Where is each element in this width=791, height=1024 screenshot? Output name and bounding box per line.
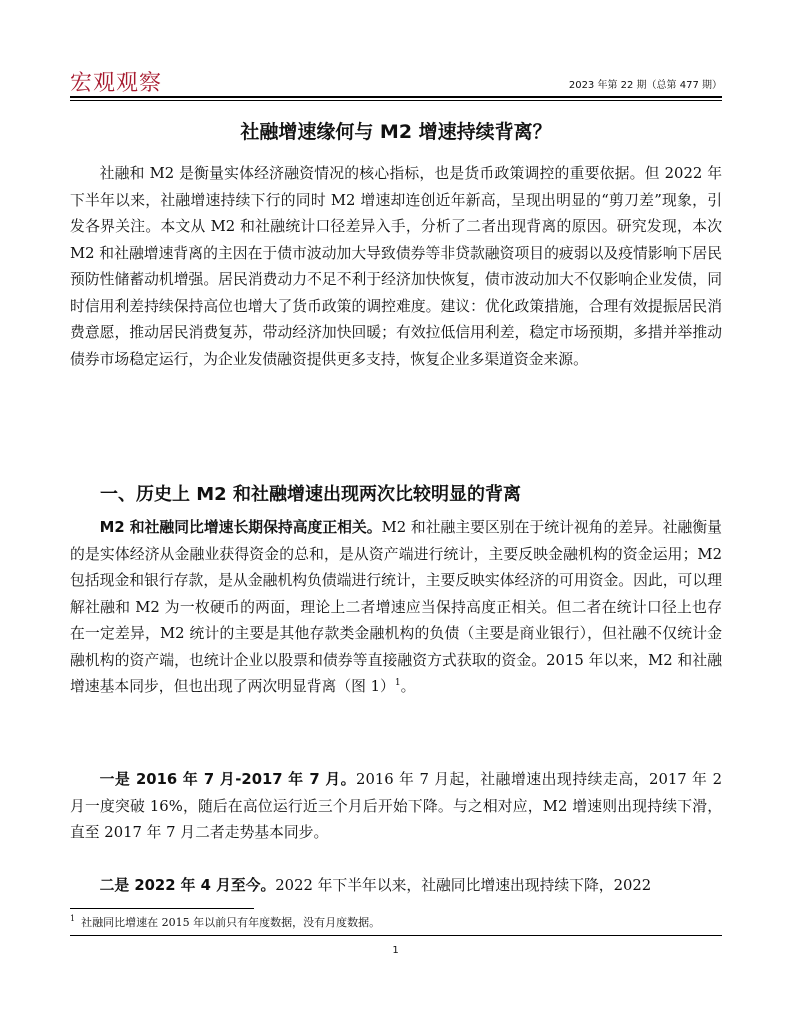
body-paragraph-2 xyxy=(70,767,722,847)
body-paragraph-1 xyxy=(70,515,722,701)
page-number: 1 xyxy=(392,945,399,956)
footnote xyxy=(70,915,380,931)
article-title: 社融增速缘何与 M2 增速持续背离？ xyxy=(240,121,552,143)
footnote-text: 社融同比增速在 2015 年以前只有年度数据，没有月度数据。 xyxy=(81,916,381,929)
header-rule-thin xyxy=(70,100,722,101)
paragraph-end: 。 xyxy=(400,678,416,695)
paragraph-body: M2 和社融主要区别在于统计视角的差异。社融衡量的是实体经济从金融业获得资金的总和，是从资产端进行统计，主要反映金融机构的资金运用；M2 包括现金和银行存款，是从金融机构负债端进行统计，主要反映实体经济的可用资金。因此，可以理解社融和 M2 为一枚硬币的两面，理论上二者增速应当保持高度正相关。但二者在统计口径上也存在一定差异，M2 统计的主要是其他存款类金融机构的负债（主要是商业银行），但社融不仅统计金融机构的资产端，也统计企业以股票和债券等直接融资方式获取的资金。2015 年以来，M2 和社融增速基本同步，但也出现了两次明显背离（图 1） xyxy=(70,519,722,695)
section-heading-1: 一、历史上 M2 和社融增速出现两次比较明显的背离 xyxy=(100,484,521,505)
footnote-mark: 1 xyxy=(70,914,76,924)
header-rule-thick xyxy=(70,96,722,98)
paragraph-lead: M2 和社融同比增速长期保持高度正相关。 xyxy=(99,519,382,536)
footnote-rule xyxy=(70,908,254,909)
footnote-reference[interactable]: 1 xyxy=(394,678,401,689)
body-paragraph-3 xyxy=(70,873,722,899)
paragraph-body: 2022 年下半年以来，社融同比增速出现持续下降，2022 xyxy=(275,877,652,894)
paragraph-body: 2016 年 7 月起，社融增速出现持续走高，2017 年 2 月一度突破 16%，随后在高位运行近三个月后开始下降。与之相对应，M2 增速则出现持续下滑，直至 2017 年 7 月二者走势基本同步。 xyxy=(70,771,722,841)
abstract-paragraph: 社融和 M2 是衡量实体经济融资情况的核心指标，也是货币政策调控的重要依据。但 2022 年下半年以来，社融增速持续下行的同时 M2 增速却连创近年新高，呈现出明显的“剪刀差”现象，引发各界关注。本文从 M2 和社融统计口径差异入手，分析了二者出现背离的原因。研究发现，本次 M2 和社融增速背离的主因在于债市波动加大导致债券等非贷款融资项目的疲弱以及疫情影响下居民预防性储蓄动机增强。居民消费动力不足不利于经济加快恢复，债市波动加大不仅影响企业发债，同时信用利差持续保持高位也增大了货币政策的调控难度。建议：优化政策措施，合理有效提振居民消费意愿，推动居民消费复苏，带动经济加快回暖；有效拉低信用利差，稳定市场预期，多措并举推动债券市场稳定运行，为企业发债融资提供更多支持，恢复企业多渠道资金来源。 xyxy=(70,165,722,368)
paragraph-lead: 二是 2022 年 4 月至今。 xyxy=(99,877,276,894)
paragraph-lead: 一是 2016 年 7 月-2017 年 7 月。 xyxy=(99,771,357,788)
footer-rule xyxy=(70,935,722,936)
publication-title: 宏观观察 xyxy=(70,71,163,96)
issue-number: 2023 年第 22 期（总第 477 期） xyxy=(568,80,722,91)
page-header xyxy=(70,62,722,98)
